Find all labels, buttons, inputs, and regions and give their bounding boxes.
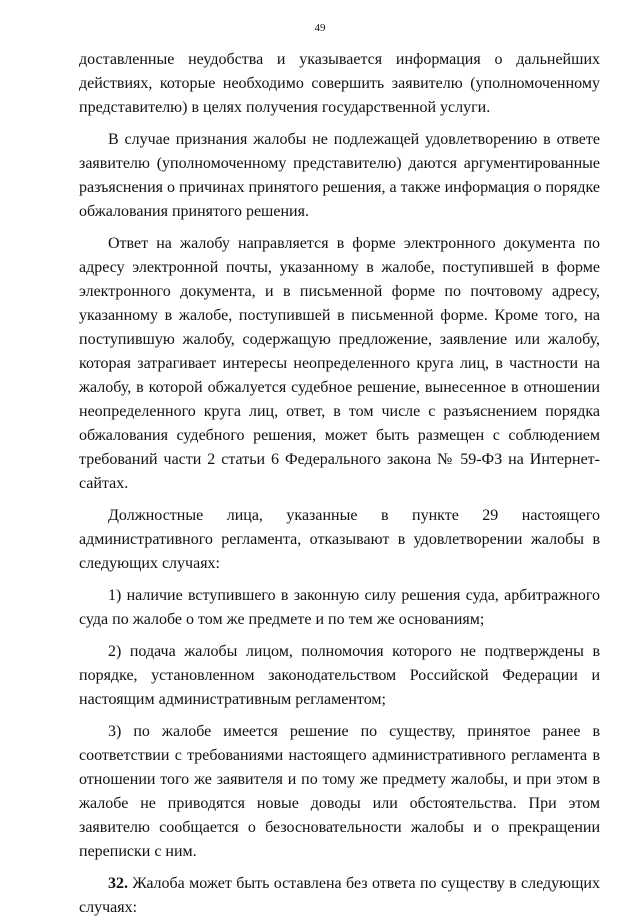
list-item-1: 1) наличие вступившего в законную силу решения суда, арбитражного суда по жалобе о том же предмете и по тем же основаниям; xyxy=(79,587,600,628)
item-32-number: 32. xyxy=(108,875,128,892)
paragraph-reply-form: Ответ на жалобу направляется в форме электронного документа по адресу электронной почты, указанному в жалобе, поступившей в форме электронного документа, и в письменной форме по почтовому адресу, указанному в жалобе, поступившей в письменной форме. Кроме того, на поступившую жалобу, содержащую предложение, заявление или жалобу, которая затрагивает интересы неопределенного круга лиц, в частности на жалобу, в которой обжалуется судебное решение, вынесенное в отношении неопределенного круга лиц, ответ, в том числе с разъяснением порядка обжалования судебного решения, может быть размещен с соблюдением требований части 2 статьи 6 Федерального закона № 59-ФЗ на Интернет-сайтах. xyxy=(79,235,600,492)
list-item-3: 3) по жалобе имеется решение по существу, принятое ранее в соответствии с требованиями настоящего административного регламента в отношении того же заявителя и по тому же предмету жалобы, и при этом в жалобе не приводятся новые доводы или обстоятельства. При этом заявителю сообщается о безосновательности жалобы и о прекращении переписки с ним. xyxy=(79,723,600,860)
document-body xyxy=(79,48,600,920)
paragraph-rejection-reply: В случае признания жалобы не подлежащей удовлетворению в ответе заявителю (уполномоченному представителю) даются аргументированные разъяснения о причинах принятого решения, а также информация о порядке обжалования принятого решения. xyxy=(79,131,600,220)
paragraph-refusal-cases: Должностные лица, указанные в пункте 29 настоящего административного регламента, отказывают в удовлетворении жалобы в следующих случаях: xyxy=(79,507,600,572)
page-number: 49 xyxy=(314,22,326,34)
item-32-text: Жалоба может быть оставлена без ответа по существу в следующих случаях: xyxy=(79,875,600,916)
list-item-2: 2) подача жалобы лицом, полномочия которого не подтверждены в порядке, установленном законодательством Российской Федерации и настоящим административным регламентом; xyxy=(79,643,600,708)
paragraph-item-32 xyxy=(79,872,600,920)
paragraph-continuation: доставленные неудобства и указывается информация о дальнейших действиях, которые необходимо совершить заявителю (уполномоченному представителю) в целях получения государственной услуги. xyxy=(79,51,600,116)
